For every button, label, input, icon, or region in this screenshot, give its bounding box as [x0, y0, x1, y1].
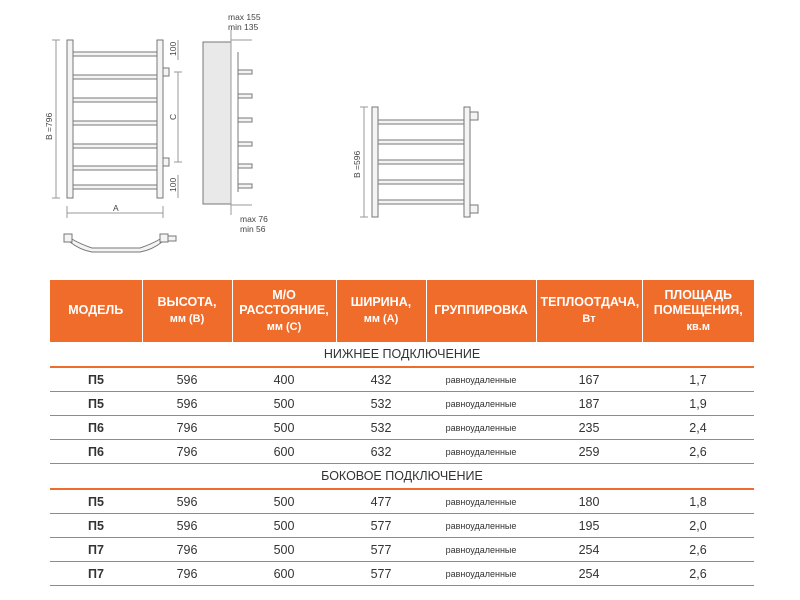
cell-center-distance: 400 — [232, 367, 336, 392]
cell-room-area: 1,7 — [642, 367, 754, 392]
cell-height: 596 — [142, 514, 232, 538]
cell-model: П7 — [50, 562, 142, 586]
section-title: БОКОВОЕ ПОДКЛЮЧЕНИЕ — [50, 464, 754, 490]
cell-center-distance: 500 — [232, 538, 336, 562]
cell-width: 477 — [336, 489, 426, 514]
side-bottom-max-label: max 76 — [240, 214, 268, 224]
cell-grouping: равноудаленные — [426, 489, 536, 514]
cell-heat-output: 254 — [536, 562, 642, 586]
cell-heat-output: 259 — [536, 440, 642, 464]
cell-room-area: 2,4 — [642, 416, 754, 440]
small-height-label: B =596 — [352, 150, 362, 178]
side-view-drawing — [203, 30, 252, 215]
top-view-drawing — [64, 234, 176, 252]
cell-height: 596 — [142, 489, 232, 514]
section-title: НИЖНЕЕ ПОДКЛЮЧЕНИЕ — [50, 342, 754, 367]
table-row — [50, 367, 754, 392]
cell-room-area: 1,8 — [642, 489, 754, 514]
table-row — [50, 538, 754, 562]
cell-heat-output: 187 — [536, 392, 642, 416]
header-center-distance: М/О РАССТОЯНИЕ, мм (C) — [232, 280, 336, 342]
cell-model: П5 — [50, 392, 142, 416]
cell-height: 596 — [142, 392, 232, 416]
cell-center-distance: 500 — [232, 514, 336, 538]
table-row — [50, 392, 754, 416]
cell-center-distance: 500 — [232, 489, 336, 514]
cell-model: П7 — [50, 538, 142, 562]
cell-center-distance: 600 — [232, 440, 336, 464]
cell-height: 796 — [142, 416, 232, 440]
cell-grouping: равноудаленные — [426, 392, 536, 416]
header-room-area: ПЛОЩАДЬ ПОМЕЩЕНИЯ, кв.м — [642, 280, 754, 342]
header-height: ВЫСОТА, мм (B) — [142, 280, 232, 342]
front-bottom-offset-label: 100 — [168, 177, 178, 192]
section-header-row — [50, 342, 754, 367]
cell-heat-output: 195 — [536, 514, 642, 538]
side-bottom-min-label: min 56 — [240, 224, 266, 234]
front-c-label: C — [168, 113, 178, 120]
cell-heat-output: 167 — [536, 367, 642, 392]
cell-height: 796 — [142, 562, 232, 586]
cell-center-distance: 600 — [232, 562, 336, 586]
cell-center-distance: 500 — [232, 392, 336, 416]
front-top-offset-label: 100 — [168, 41, 178, 56]
table-header-row — [50, 280, 754, 342]
header-grouping: ГРУППИРОВКА — [426, 280, 536, 342]
cell-center-distance: 500 — [232, 416, 336, 440]
cell-model: П6 — [50, 416, 142, 440]
front-width-label: A — [113, 203, 119, 213]
cell-room-area: 1,9 — [642, 392, 754, 416]
specs-table — [50, 280, 754, 586]
cell-model: П6 — [50, 440, 142, 464]
cell-model: П5 — [50, 514, 142, 538]
cell-grouping: равноудаленные — [426, 367, 536, 392]
cell-model: П5 — [50, 489, 142, 514]
cell-room-area: 2,6 — [642, 538, 754, 562]
section-header-row — [50, 464, 754, 490]
cell-width: 532 — [336, 392, 426, 416]
cell-grouping: равноудаленные — [426, 562, 536, 586]
small-rail-drawing — [360, 107, 478, 217]
cell-height: 796 — [142, 538, 232, 562]
cell-room-area: 2,0 — [642, 514, 754, 538]
cell-width: 632 — [336, 440, 426, 464]
table-body — [50, 342, 754, 586]
cell-width: 432 — [336, 367, 426, 392]
header-width: ШИРИНА, мм (А) — [336, 280, 426, 342]
cell-width: 577 — [336, 538, 426, 562]
table-row — [50, 562, 754, 586]
table-row — [50, 440, 754, 464]
cell-heat-output: 235 — [536, 416, 642, 440]
cell-width: 532 — [336, 416, 426, 440]
cell-grouping: равноудаленные — [426, 416, 536, 440]
header-heat-output: ТЕПЛООТДАЧА, Вт — [536, 280, 642, 342]
cell-height: 796 — [142, 440, 232, 464]
cell-heat-output: 180 — [536, 489, 642, 514]
side-top-min-label: min 135 — [228, 22, 259, 32]
cell-heat-output: 254 — [536, 538, 642, 562]
table-row — [50, 514, 754, 538]
technical-drawings — [0, 0, 800, 270]
cell-height: 596 — [142, 367, 232, 392]
table-row — [50, 416, 754, 440]
cell-width: 577 — [336, 514, 426, 538]
table-row — [50, 489, 754, 514]
header-model: МОДЕЛЬ — [50, 280, 142, 342]
cell-width: 577 — [336, 562, 426, 586]
cell-grouping: равноудаленные — [426, 440, 536, 464]
front-height-label: B =796 — [44, 112, 54, 140]
cell-grouping: равноудаленные — [426, 514, 536, 538]
front-view-drawing — [52, 40, 182, 218]
cell-room-area: 2,6 — [642, 562, 754, 586]
cell-room-area: 2,6 — [642, 440, 754, 464]
cell-model: П5 — [50, 367, 142, 392]
side-top-max-label: max 155 — [228, 12, 261, 22]
cell-grouping: равноудаленные — [426, 538, 536, 562]
